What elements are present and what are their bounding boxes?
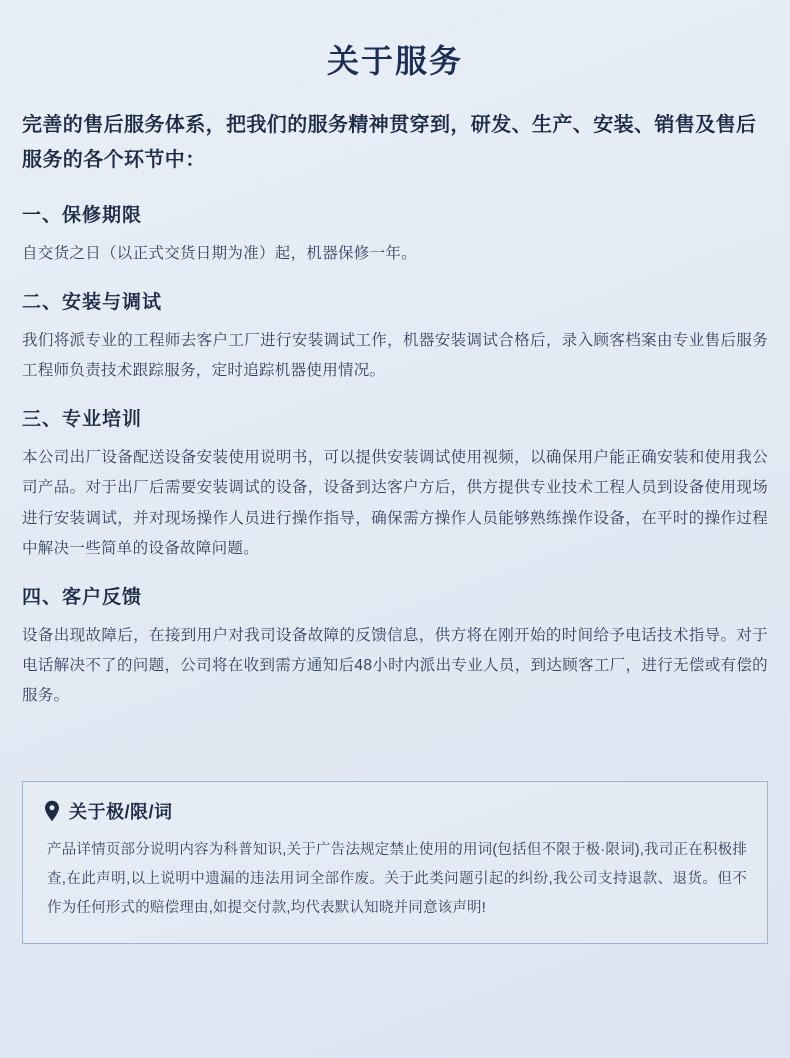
section-body: 我们将派专业的工程师去客户工厂进行安装调试工作，机器安装调试合格后，录入顾客档案由专业售后服务工程师负责技术跟踪服务，定时追踪机器使用情况。 [22, 331, 768, 380]
section-body: 设备出现故障后，在接到用户对我司设备故障的反馈信息，供方将在刚开始的时间给予电话技术指导。对于电话解决不了的问题，公司将在收到需方通知后48小时内派出专业人员，到达顾客工厂，进行无偿或有偿的服务。 [22, 626, 768, 705]
section-customer-feedback [22, 586, 768, 711]
section-installation-debugging [22, 291, 768, 386]
section-body: 本公司出厂设备配送设备安装使用说明书，可以提供安装调试使用视频，以确保用户能正确安装和使用我公司产品。对于出厂后需要安装调试的设备，设备到达客户方后，供方提供专业技术工程人员到设备使用现场进行安装调试，并对现场操作人员进行操作指导，确保需方操作人员能够熟练操作设备，在平时的操作过程中解决一些简单的设备故障问题。 [22, 449, 768, 557]
section-title: 四、客户反馈 [22, 586, 143, 608]
intro-paragraph: 完善的售后服务体系，把我们的服务精神贯穿到，研发、生产、安装、销售及售后服务的各个环节中： [22, 114, 757, 172]
page-title: 关于服务 [326, 43, 463, 79]
location-pin-icon [43, 800, 61, 822]
disclaimer-title: 关于极/限/词 [69, 802, 173, 823]
section-body: 自交货之日（以正式交货日期为准）起，机器保修一年。 [22, 245, 418, 263]
disclaimer-header [43, 798, 747, 824]
section-title: 一、保修期限 [22, 205, 143, 227]
section-professional-training [22, 408, 768, 564]
section-title: 二、安装与调试 [22, 292, 163, 314]
section-title: 三、专业培训 [22, 409, 143, 431]
disclaimer-box [22, 781, 768, 944]
section-spacer [22, 733, 768, 773]
disclaimer-body: 产品详情页部分说明内容为科普知识,关于广告法规定禁止使用的用词(包括但不限于极·限词),我司正在积极排查,在此声明,以上说明中遗漏的违法用词全部作废。关于此类问题引起的纠纷,我公司支持退款、退货。但不作为任何形式的赔偿理由,如提交付款,均代表默认知晓并同意该声明! [47, 842, 747, 917]
section-warranty-period [22, 204, 768, 269]
